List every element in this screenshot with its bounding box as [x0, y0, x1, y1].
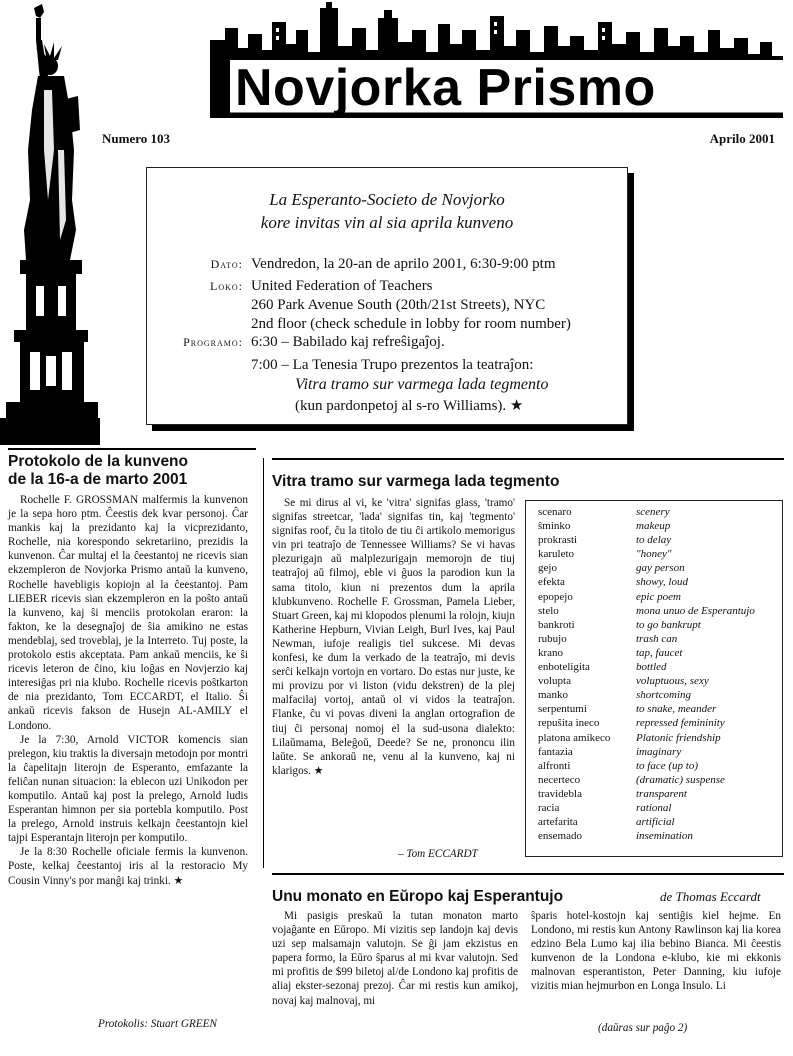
monato-headline: Unu monato en Eŭropo kaj Esperantujo	[272, 888, 564, 905]
glossary-row	[538, 745, 755, 759]
glossary-esperanto-term: racia	[538, 801, 560, 814]
section-rule-right	[272, 458, 784, 460]
monato-author: de Thomas Eccardt	[660, 889, 761, 904]
glossary-esperanto-term: krano	[538, 646, 564, 659]
meeting-invitation-box	[146, 167, 628, 425]
section-rule-bottom	[272, 873, 784, 875]
glossary-esperanto-term: artefarita	[538, 816, 578, 829]
glossary-row	[538, 646, 755, 660]
glossary-esperanto-term: travidebla	[538, 787, 582, 800]
glossary-english-meaning: to go bankrupt	[636, 618, 701, 631]
glossary-row	[538, 660, 755, 674]
monato-paragraph-1: Mi pasigis preskaŭ la tutan monaton marto vojaĝante en Eŭropo. Mi vizitis sep landojn kaj devis uzi sep malsamajn valutojn. Se ĝi jam ekzistus en papera formo, la Eŭro ŝparus al mi kvar valutojn. Sed mi profitis de $99 biletoj al/de Londono kaj profitis de aliaj ekster-sezonaj prezoj. Ĉar mi restis kun amikoj, novaj kaj malnovaj, mi	[272, 910, 518, 1007]
glossary-english-meaning: to face (up to)	[636, 759, 699, 772]
invitation-heading-line-1: La Esperanto-Societo de Novjorko	[269, 190, 505, 209]
glossary-english-meaning: epic poem	[636, 590, 681, 603]
place-line-1: United Federation of Teachers	[251, 278, 433, 294]
glossary-row	[538, 533, 755, 547]
glossary-english-meaning: repressed femininity	[636, 717, 725, 730]
glossary-english-meaning: scenery	[636, 506, 670, 518]
monato-column-1	[272, 909, 518, 1008]
glossary-english-meaning: Platonic friendship	[636, 731, 721, 744]
program-item-2: 7:00 – La Tenesia Trupo prezentos la teatraĵon:	[251, 357, 534, 373]
monato-paragraph-2: ŝparis hotel-kostojn kaj sentiĝis kiel hejme. En Londono, mi restis kun Antony Rawlinson kaj lia korea edzino Bela Lumo kaj ilia bebino Bianca. Mi ĉeestis kunvenon de la Londona e-klubo, kie mi ekkonis malnovan esperantiston, Peter Danning, kiu iufoje vizitis mian hejmurbon en Longa Insulo. Li	[531, 910, 781, 993]
glossary-esperanto-term: bankroti	[538, 618, 575, 631]
vitra-headline: Vitra tramo sur varmega lada tegmento	[272, 473, 560, 490]
glossary-english-meaning: to snake, meander	[636, 703, 717, 716]
glossary-english-meaning: artificial	[636, 816, 675, 829]
glossary-row	[538, 674, 755, 688]
glossary-row	[538, 547, 755, 561]
glossary-english-meaning: tap, faucet	[636, 646, 683, 659]
glossary-esperanto-term: platona amikeco	[538, 731, 611, 744]
glossary-row	[538, 632, 755, 646]
glossary-row	[538, 519, 755, 533]
glossary-esperanto-term: manko	[538, 689, 568, 702]
glossary-row	[538, 590, 755, 604]
glossary-esperanto-term: epopejo	[538, 590, 573, 603]
invitation-heading	[147, 188, 627, 234]
program-play-note: (kun pardonpetoj al s-ro Williams). ★	[295, 398, 524, 414]
program-label: Programo:	[183, 335, 243, 349]
glossary-esperanto-term: repuŝita ineco	[538, 717, 600, 730]
protokolo-paragraph-3: Je la 8:30 Rochelle oficiale fermis la kunvenon. Poste, kelkaj ĉeestantoj iris al la restoracio My Cousin Vinny's por manĝi kaj trinki. ★	[8, 846, 248, 887]
glossary-row	[538, 801, 755, 815]
glossary-row	[538, 604, 755, 618]
protokolo-paragraph-1: Rochelle F. GROSSMAN malfermis la kunvenon je la sepa horo ptm. Ĉeestis dek kvar personoj. Ĉar mankis kaj la prezidanto kaj la vicprezidanto, Rochelle, nia korespondo sekretariino, prezidis la kunvenon. Ĉar multaj el la ĉeestantoj ne ricevis sian ekzempleron de Novjorka Prismo antaŭ la kunveno, Rochelle havebligis kopiojn al la ĉeestantoj. Pam LIEBER ricevis sian ekzempleron en la poŝto antaŭ la kunveno, kaj ŝi menciis protokolan eraron: la fakton, ke la desegnaĵoj de ŝia amikino ne estas mendeblaj, sed troveblaj, je la Interreto. Tuj poste, la protokolo estis akceptata. Pam ankaŭ menciis, ke ŝi ricevis leteron de ĉino, kiu loĝas en Novjerzio kaj interesiĝas pri nia klubo. Rochelle ricevis poŝtkarton de nia prezidanto, Tom ECCARDT, el Italio. Ŝi ankaŭ ricevis fakson de Husejn AL-AMILY el Londono.	[8, 494, 248, 732]
glossary-row	[538, 505, 755, 519]
program-play-title: Vitra tramo sur varmega lada tegmento	[295, 376, 549, 393]
glossary-english-meaning: "honey"	[636, 548, 672, 561]
glossary-esperanto-term: prokrasti	[538, 534, 578, 547]
glossary-esperanto-term: gejo	[538, 562, 557, 575]
invitation-heading-line-2: kore invitas vin al sia aprila kunveno	[260, 213, 514, 232]
issue-date: Aprilo 2001	[709, 131, 775, 146]
column-divider	[263, 458, 264, 868]
glossary-english-meaning: rational	[636, 801, 672, 814]
glossary-english-meaning: bottled	[636, 661, 667, 674]
date-label: Dato:	[210, 257, 243, 271]
glossary-esperanto-term: efekta	[538, 576, 565, 589]
glossary-table	[538, 505, 755, 843]
glossary-row	[538, 618, 755, 632]
glossary-english-meaning: showy, loud	[636, 576, 688, 589]
protokolo-headline	[8, 453, 258, 489]
glossary-row	[538, 787, 755, 801]
glossary-row	[538, 561, 755, 575]
newsletter-title: Novjorka Prismo	[235, 59, 656, 117]
glossary-esperanto-term: enboteligita	[538, 661, 590, 674]
glossary-english-meaning: trash can	[636, 632, 678, 645]
vitra-paragraph: Se mi dirus al vi, ke 'vitra' signifas glass, 'tramo' signifas streetcar, 'lada' signifas tin, kaj 'tegmento' signifas roof, ĉu la titolo de tiu ĉi artikolo memorigus vin pri teatraĵo de Tennessee Williams? Se vi havas plezurigajn aŭ malplezurigajn memorojn de tiuj teatraĵoj aŭ filmoj, eble vi ĝuos la parodion kun la sama titolo, kiun ni prezentos dum la aprila klubkunveno. Rochelle F. Grossman, Pamela Lieber, Stuart Green, kaj mi klopodos plenumi la rolojn, kiujn Katherine Hepburn, Vivian Leigh, Burl Ives, kaj Paul Newman, iufoje realigis tiel sukcese. Mi devas konfesi, ke dum la verkado de la teatraĵo, mi devis serĉi kelkajn vortojn en vortaro. Do estas nur juste, ke mi provizu por vi liston (vidu dekstren) de la plej malfacilaj vortoj, antaŭ ol vi vidos la teatraĵon. Flanke, ĉu vi povas diveni la anglan ortografion de tiuj ĉi personaj nomoj el la sud-usona dialekto: Lilaŭmama, Beleĝoŭ, Deede? Se ne, prononcu ilin laŭte. Se ankoraŭ ne, venu al la kunveno, kaj ni klarigos. ★	[272, 497, 515, 777]
statue-of-liberty-illustration	[0, 0, 100, 445]
protokolo-body	[8, 493, 248, 888]
vocabulary-glossary-box	[525, 500, 783, 857]
glossary-row	[538, 702, 755, 716]
section-rule-left	[8, 448, 256, 450]
glossary-row	[538, 688, 755, 702]
glossary-esperanto-term: ŝminko	[538, 520, 571, 533]
glossary-esperanto-term: volupta	[538, 675, 571, 688]
glossary-esperanto-term: necerteco	[538, 773, 581, 786]
protokolo-byline: Protokolis: Stuart GREEN	[98, 1018, 217, 1030]
glossary-row	[538, 731, 755, 745]
place-label: Loko:	[210, 279, 243, 293]
glossary-row	[538, 759, 755, 773]
vitra-byline: – Tom ECCARDT	[398, 848, 478, 860]
vitra-body	[272, 496, 515, 778]
glossary-row	[538, 815, 755, 829]
glossary-row	[538, 575, 755, 589]
glossary-english-meaning: gay person	[636, 562, 685, 575]
glossary-esperanto-term: stelo	[538, 604, 559, 617]
glossary-esperanto-term: serpentumi	[538, 703, 587, 716]
glossary-esperanto-term: alfronti	[538, 759, 571, 772]
issue-number: Numero 103	[102, 131, 171, 146]
glossary-english-meaning: insemination	[636, 830, 693, 843]
glossary-row	[538, 829, 755, 843]
glossary-english-meaning: imaginary	[636, 745, 682, 758]
protokolo-paragraph-2: Je la 7:30, Arnold VICTOR komencis sian prelegon, kiu traktis la diversajn metodojn por montri la ĉapelitajn literojn de Esperanto, emfazante la feliĉan nunan situacion: la eblecon uzi Unikodon per komputilo. Antaŭ kaj post la prelego, Arnold ludis Esperantan himnon per sia portebla komputilo. Post la prelego, Arnold instruis kelkajn ĉeestantojn kiel tajpi Esperantajn literojn per komputilo.	[8, 733, 248, 845]
monato-column-2	[531, 909, 781, 994]
protokolo-headline-line-1: Protokolo de la kunveno	[8, 453, 188, 470]
place-line-3: 2nd floor (check schedule in lobby for room number)	[251, 316, 571, 332]
glossary-english-meaning: to delay	[636, 534, 672, 547]
glossary-esperanto-term: scenaro	[538, 506, 572, 518]
glossary-row	[538, 716, 755, 730]
date-value: Vendredon, la 20-an de aprilo 2001, 6:30-9:00 ptm	[251, 256, 556, 272]
glossary-english-meaning: mona unuo de Esperantujo	[636, 604, 755, 617]
glossary-english-meaning: makeup	[636, 520, 671, 533]
continued-note: (daŭras sur paĝo 2)	[598, 1022, 688, 1034]
glossary-row	[538, 773, 755, 787]
glossary-esperanto-term: ensemado	[538, 830, 582, 843]
place-line-2: 260 Park Avenue South (20th/21st Streets), NYC	[251, 297, 546, 313]
glossary-english-meaning: (dramatic) suspense	[636, 773, 725, 786]
glossary-esperanto-term: karuleto	[538, 548, 575, 561]
glossary-esperanto-term: rubujo	[538, 632, 567, 645]
program-item-1: 6:30 – Babilado kaj refreŝigaĵoj.	[251, 334, 445, 350]
protokolo-headline-line-2: de la 16-a de marto 2001	[8, 471, 188, 488]
glossary-english-meaning: transparent	[636, 787, 687, 800]
glossary-esperanto-term: fantazia	[538, 745, 573, 758]
glossary-english-meaning: shortcoming	[636, 689, 691, 702]
glossary-english-meaning: voluptuous, sexy	[636, 675, 709, 688]
